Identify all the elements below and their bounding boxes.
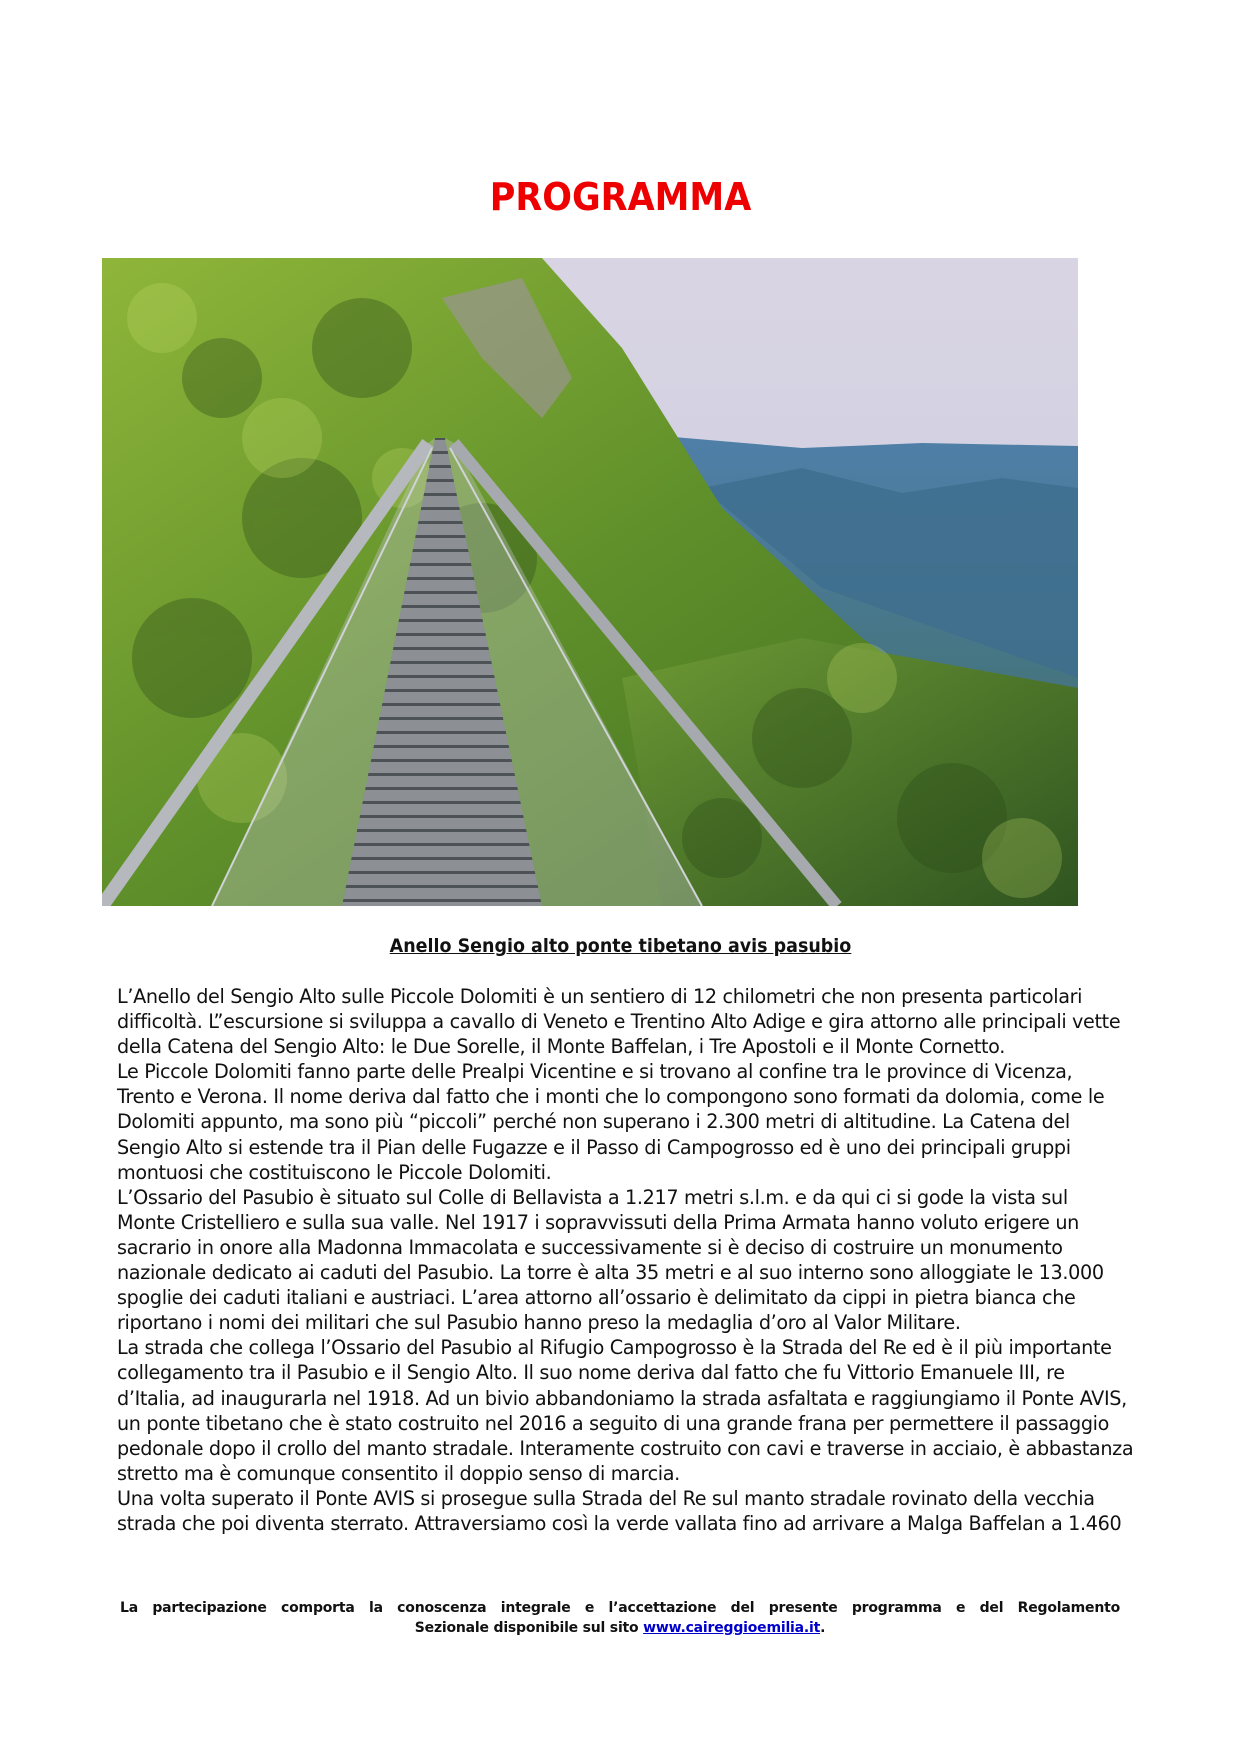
footer-suffix: . — [820, 1620, 826, 1636]
description-text — [117, 984, 1137, 1536]
footer-line-1: La partecipazione comporta la conoscenza integrale e l’accettazione del presente programma e del Regolamento — [120, 1600, 1120, 1616]
text-line: un ponte tibetano che è stato costruito nel 2016 a seguito di una grande frana per permettere il passaggio — [117, 1411, 1110, 1435]
text-line: riportano i nomi dei militari che sul Pasubio hanno preso la medaglia d’oro al Valor Militare. — [117, 1311, 961, 1335]
text-line: La strada che collega l’Ossario del Pasubio al Rifugio Campogrosso è la Strada del Re ed è il più importante — [117, 1336, 1112, 1360]
text-line: Trento e Verona. Il nome deriva dal fatto che i monti che lo compongono sono formati da dolomia, come le — [117, 1085, 1105, 1109]
text-line: sacrario in onore alla Madonna Immacolata e successivamente si è deciso di costruire un monumento — [117, 1235, 1063, 1259]
footer-line-2 — [120, 1618, 1120, 1638]
text-line: strada che poi diventa sterrato. Attraversiamo così la verde vallata fino ad arrivare a Malga Baffelan a 1.460 — [117, 1511, 1122, 1535]
text-line: L’Anello del Sengio Alto sulle Piccole Dolomiti è un sentiero di 12 chilometri che non presenta particolari — [117, 985, 1083, 1008]
text-line: pedonale dopo il crollo del manto stradale. Interamente costruito con cavi e traverse in acciaio, è abbastanza — [117, 1436, 1134, 1460]
text-line: Dolomiti appunto, ma sono più “piccoli” perché non superano i 2.300 metri di altitudine. La Catena del — [117, 1110, 1070, 1134]
text-line: della Catena del Sengio Alto: le Due Sorelle, il Monte Baffelan, i Tre Apostoli e il Monte Cornetto. — [117, 1035, 1005, 1059]
text-line: d’Italia, ad inaugurarla nel 1918. Ad un bivio abbandoniamo la strada asfaltata e raggiungiamo il Ponte AVIS, — [117, 1386, 1127, 1410]
text-line: Sengio Alto si estende tra il Pian delle Fugazze e il Passo di Campogrosso ed è uno dei principali gruppi — [117, 1135, 1071, 1159]
text-line: spoglie dei caduti italiani e austriaci. L’area attorno all’ossario è delimitato da cippi in pietra bianca che — [117, 1286, 1076, 1310]
text-line: difficoltà. L”escursione si sviluppa a cavallo di Veneto e Trentino Alto Adige e gira attorno alle principali vette — [117, 1010, 1121, 1034]
bridge-photo — [102, 258, 1078, 906]
website-link[interactable]: www.caireggioemilia.it — [643, 1620, 821, 1636]
text-line: Una volta superato il Ponte AVIS si prosegue sulla Strada del Re sul manto stradale rovinato della vecchia — [117, 1486, 1095, 1510]
photo-image-icon — [102, 258, 1078, 906]
text-line: montuosi che costituiscono le Piccole Dolomiti. — [117, 1160, 552, 1184]
text-line: Le Piccole Dolomiti fanno parte delle Prealpi Vicentine e si trovano al confine tra le province di Vicenza, — [117, 1060, 1073, 1084]
page-title: PROGRAMMA — [489, 175, 752, 219]
text-line: Monte Cristelliero e sulla sua valle. Nel 1917 i sopravvissuti della Prima Armata hanno voluto erigere un — [117, 1210, 1079, 1234]
text-line: nazionale dedicato ai caduti del Pasubio. La torre è alta 35 metri e al suo interno sono alloggiate le 13.000 — [117, 1261, 1104, 1285]
footer-prefix: Sezionale disponibile sul sito — [414, 1620, 644, 1636]
route-subtitle: Anello Sengio alto ponte tibetano avis pasubio — [389, 935, 852, 957]
text-line: stretto ma è comunque consentito il doppio senso di marcia. — [117, 1461, 680, 1485]
footer-disclaimer — [120, 1598, 1120, 1638]
text-line: collegamento tra il Pasubio e il Sengio Alto. Il suo nome deriva dal fatto che fu Vittorio Emanuele III, re — [117, 1361, 1065, 1385]
text-line: L’Ossario del Pasubio è situato sul Colle di Bellavista a 1.217 metri s.l.m. e da qui ci si gode la vista sul — [117, 1185, 1068, 1209]
